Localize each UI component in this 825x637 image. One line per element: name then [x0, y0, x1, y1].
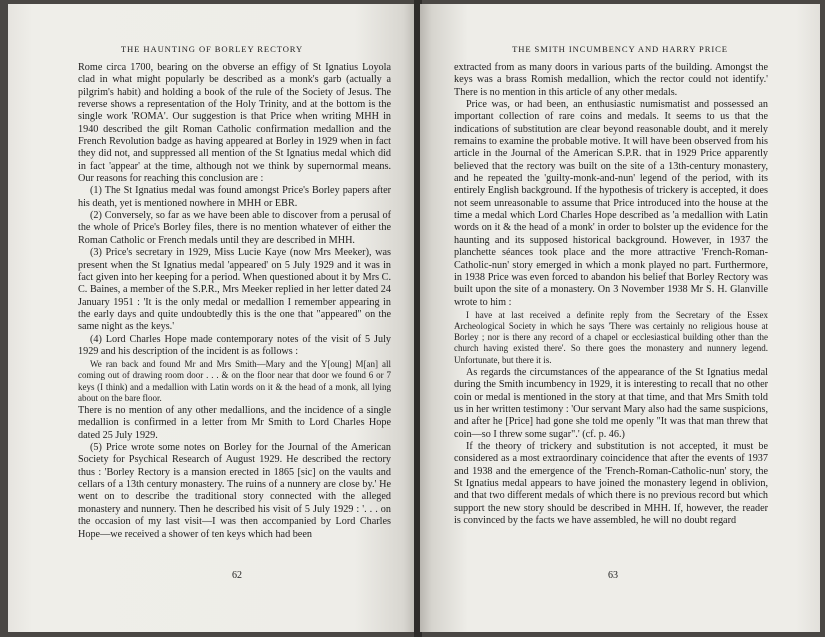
paragraph: Rome circa 1700, bearing on the obverse an effigy of St Ignatius Loyola clad in what might popularly be described as a monk's garb (actually a pilgrim's habit) and holding a book of the rule of the Society of Jesus. The reverse shows a representation of the Holy Trinity, and at the bottom is the single work 'ROMA'. Our suggestion is that Price when writing MHH in 1940 described the gilt Roman Catholic confirmation medallion and the French Revolution badge as having appeared at Borley in 1929 when in fact they did not, and suppressed all mention of the St Ignatius medal which did in fact 'appear' at the time, although not we think by supernormal means. Our reasons for reaching this conclusion are : — [78, 62, 391, 185]
paragraph: (5) Price wrote some notes on Borley for the Journal of the American Society for Psychical Research of August 1929. He described the rectory thus : 'Borley Rectory is a mansion erected in 1865 [sic] on the vaults and cellars of a 13th century monastery. The ruins of a nunnery are close by.' He went on to describe the traditional story connected with the alleged monastery and nunnery. Then he described his visit of 5 July 1929 : '. . . on the occasion of my last visit—I was then accompanied by Lord Charles Hope—we received a shower of ten keys which had been — [78, 442, 391, 540]
page-number: 62 — [232, 570, 242, 581]
running-header: THE HAUNTING OF BORLEY RECTORY — [120, 44, 304, 54]
running-header: THE SMITH INCUMBENCY AND HARRY PRICE — [512, 44, 728, 54]
page-number: 63 — [608, 570, 618, 581]
paragraph: (1) The St Ignatius medal was found amongst Price's Borley papers after his death, yet is mentioned nowhere in MHH or EBR. — [78, 185, 391, 209]
block-quote: I have at last received a definite reply from the Secretary of the Essex Archeological Society in which he says 'There was certainly no religious house at Borley ; nor is there any record of a chapel or ecclesiastical building other than the church having existed there'. So there goes the monastery and nunnery legend. Unfortunate, but there it is. — [454, 309, 768, 365]
paragraph: (3) Price's secretary in 1929, Miss Lucie Kaye (now Mrs Meeker), was present when the St Ignatius medal 'appeared' on 5 July 1929 and it was in fact given into her keeping for a period. When questioned about it by Mrs C. C. Baines, a member of the S.P.R., Mrs Meeker replied in her letter dated 24 January 1951 : 'It is the only medal or medallion I remember appearing in the early days and quite undoubtedly this is the one that "appeared" on the same night as the keys.' — [78, 247, 391, 333]
body-text — [454, 62, 768, 527]
left-page — [8, 4, 416, 632]
paragraph: (4) Lord Charles Hope made contemporary notes of the visit of 5 July 1929 and his description of the incident is as follows : — [78, 333, 391, 357]
paragraph: extracted from as many doors in various parts of the building. Amongst the keys was a brass Romish medallion, which the rector could not identify.' There is no mention in this article of any other medals. — [454, 62, 768, 98]
right-page — [420, 4, 820, 632]
paragraph: (2) Conversely, so far as we have been able to discover from a perusal of the whole of Price's Borley files, there is no mention whatever of either the Roman Catholic or French medals until they are described in MHH. — [78, 210, 391, 246]
paragraph: As regards the circumstances of the appearance of the St Ignatius medal during the Smith incumbency in 1929, it is interesting to recall that no other coin or medal is mentioned in the story at that time, and that Mrs Smith told us in her written testimony : 'Our servant Mary also had the same suspicions, and after he [Price] had gone she told me openly "It was that man threw that coin—so I threw some sugar".' (cf. p. 46.) — [454, 366, 768, 440]
body-text — [78, 62, 391, 541]
paragraph: There is no mention of any other medallions, and the incidence of a single medallion is confirmed in a letter from Mr Smith to Lord Charles Hope dated 25 July 1929. — [78, 405, 391, 441]
paragraph: If the theory of trickery and substitution is not accepted, it must be considered as a most extraordinary coincidence that after the events of 1937 and 1938 and the emergence of the 'French-Roman-Catholic-nun' story, the St Ignatius medal appears to have joined the monastery legend in oblivion, and that two different medals of which there is no previous record but which support the new story should be described in MHH. If, however, the reader is convinced by the facts we have assembled, he will no doubt regard — [454, 440, 768, 527]
paragraph: Price was, or had been, an enthusiastic numismatist and possessed an important collection of rare coins and medals. It seems to us that the indications of substitution are clear beyond reasonable doubt, and it merely remains to examine the probable motive. It will have been observed from his article in the Journal of the American S.P.R. that in 1929 Price apparently believed that the rectory was built on the site of a 13th-century monastery, and he repeated the 'guilty-monk-and-nun' legend of the period, with its entirely English background. If the hypothesis of trickery is accepted, it does not seem unreasonable to assume that Price introduced into the house at the time a medal which Lord Charles Hope described as 'a medallion with Latin words on it & the head of a monk' in order to bolster up the evidence for the haunting and its supposed historical background. However, in 1937 the planchette séances took place and the more attractive 'French-Roman-Catholic-nun' story emerged in which a monk played no part. Furthermore, in 1938 Price was even forced to abandon his belief that Borley Rectory was built upon the site of a monastery. On 3 November 1938 Mr S. H. Glanville wrote to him : — [454, 99, 768, 308]
block-quote: We ran back and found Mr and Mrs Smith—Mary and the Y[oung] M[an] all coming out of drawing room door . . . & on the floor near that door we found 6 or 7 keys (I think) and a medallion with Latin words on it & the head of a monk, all lying about on the bare floor. — [78, 359, 391, 403]
